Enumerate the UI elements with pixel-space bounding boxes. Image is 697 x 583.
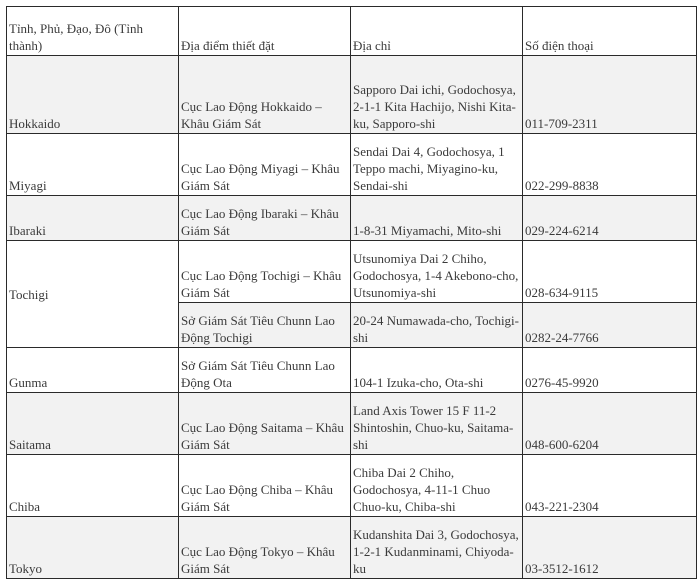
region-cell: Saitama xyxy=(7,393,179,455)
table-row xyxy=(7,56,697,134)
location-cell: Cục Lao Động Miyagi – Khâu Giám Sát xyxy=(179,134,351,196)
location-cell: Cục Lao Động Tochigi – Khâu Giám Sát xyxy=(179,241,351,303)
header-phone: Số điện thoại xyxy=(523,7,697,56)
address-cell: Sapporo Dai ichi, Godochosya, 2-1-1 Kita Hachijo, Nishi Kita-ku, Sapporo-shi xyxy=(351,56,523,134)
location-cell: Cục Lao Động Hokkaido – Khâu Giám Sát xyxy=(179,56,351,134)
region-cell: Gunma xyxy=(7,348,179,393)
phone-cell: 029-224-6214 xyxy=(523,196,697,241)
location-cell: Cục Lao Động Chiba – Khâu Giám Sát xyxy=(179,455,351,517)
phone-cell: 048-600-6204 xyxy=(523,393,697,455)
location-cell: Sở Giám Sát Tiêu Chunn Lao Động Tochigi xyxy=(179,303,351,348)
table-row xyxy=(7,393,697,455)
phone-cell: 022-299-8838 xyxy=(523,134,697,196)
header-address: Địa chỉ xyxy=(351,7,523,56)
address-cell: 20-24 Numawada-cho, Tochigi-shi xyxy=(351,303,523,348)
address-cell: 104-1 Izuka-cho, Ota-shi xyxy=(351,348,523,393)
header-region: Tỉnh, Phủ, Đạo, Đô (Tỉnh thành) xyxy=(7,7,179,56)
region-cell: Hokkaido xyxy=(7,56,179,134)
location-cell: Cục Lao Động Tokyo – Khâu Giám Sát xyxy=(179,517,351,579)
offices-table xyxy=(6,6,697,579)
phone-cell: 0282-24-7766 xyxy=(523,303,697,348)
phone-cell: 0276-45-9920 xyxy=(523,348,697,393)
region-cell: Tochigi xyxy=(7,241,179,348)
table-row xyxy=(7,455,697,517)
address-cell: Kudanshita Dai 3, Godochosya, 1-2-1 Kudanminami, Chiyoda-ku xyxy=(351,517,523,579)
region-cell: Miyagi xyxy=(7,134,179,196)
table-row xyxy=(7,517,697,579)
table-row xyxy=(7,241,697,303)
phone-cell: 043-221-2304 xyxy=(523,455,697,517)
region-cell: Tokyo xyxy=(7,517,179,579)
address-cell: 1-8-31 Miyamachi, Mito-shi xyxy=(351,196,523,241)
region-cell: Chiba xyxy=(7,455,179,517)
phone-cell: 03-3512-1612 xyxy=(523,517,697,579)
location-cell: Cục Lao Động Saitama – Khâu Giám Sát xyxy=(179,393,351,455)
table-row xyxy=(7,348,697,393)
address-cell: Sendai Dai 4, Godochosya, 1 Teppo machi, Miyagino-ku, Sendai-shi xyxy=(351,134,523,196)
address-cell: Land Axis Tower 15 F 11-2 Shintoshin, Chuo-ku, Saitama-shi xyxy=(351,393,523,455)
location-cell: Cục Lao Động Ibaraki – Khâu Giám Sát xyxy=(179,196,351,241)
address-cell: Chiba Dai 2 Chiho, Godochosya, 4-11-1 Chuo Chuo-ku, Chiba-shi xyxy=(351,455,523,517)
header-location: Địa điểm thiết đặt xyxy=(179,7,351,56)
location-cell: Sở Giám Sát Tiêu Chunn Lao Động Ota xyxy=(179,348,351,393)
phone-cell: 028-634-9115 xyxy=(523,241,697,303)
phone-cell: 011-709-2311 xyxy=(523,56,697,134)
table-row xyxy=(7,196,697,241)
header-row xyxy=(7,7,697,56)
address-cell: Utsunomiya Dai 2 Chiho, Godochosya, 1-4 Akebono-cho, Utsunomiya-shi xyxy=(351,241,523,303)
region-cell: Ibaraki xyxy=(7,196,179,241)
table-row xyxy=(7,134,697,196)
